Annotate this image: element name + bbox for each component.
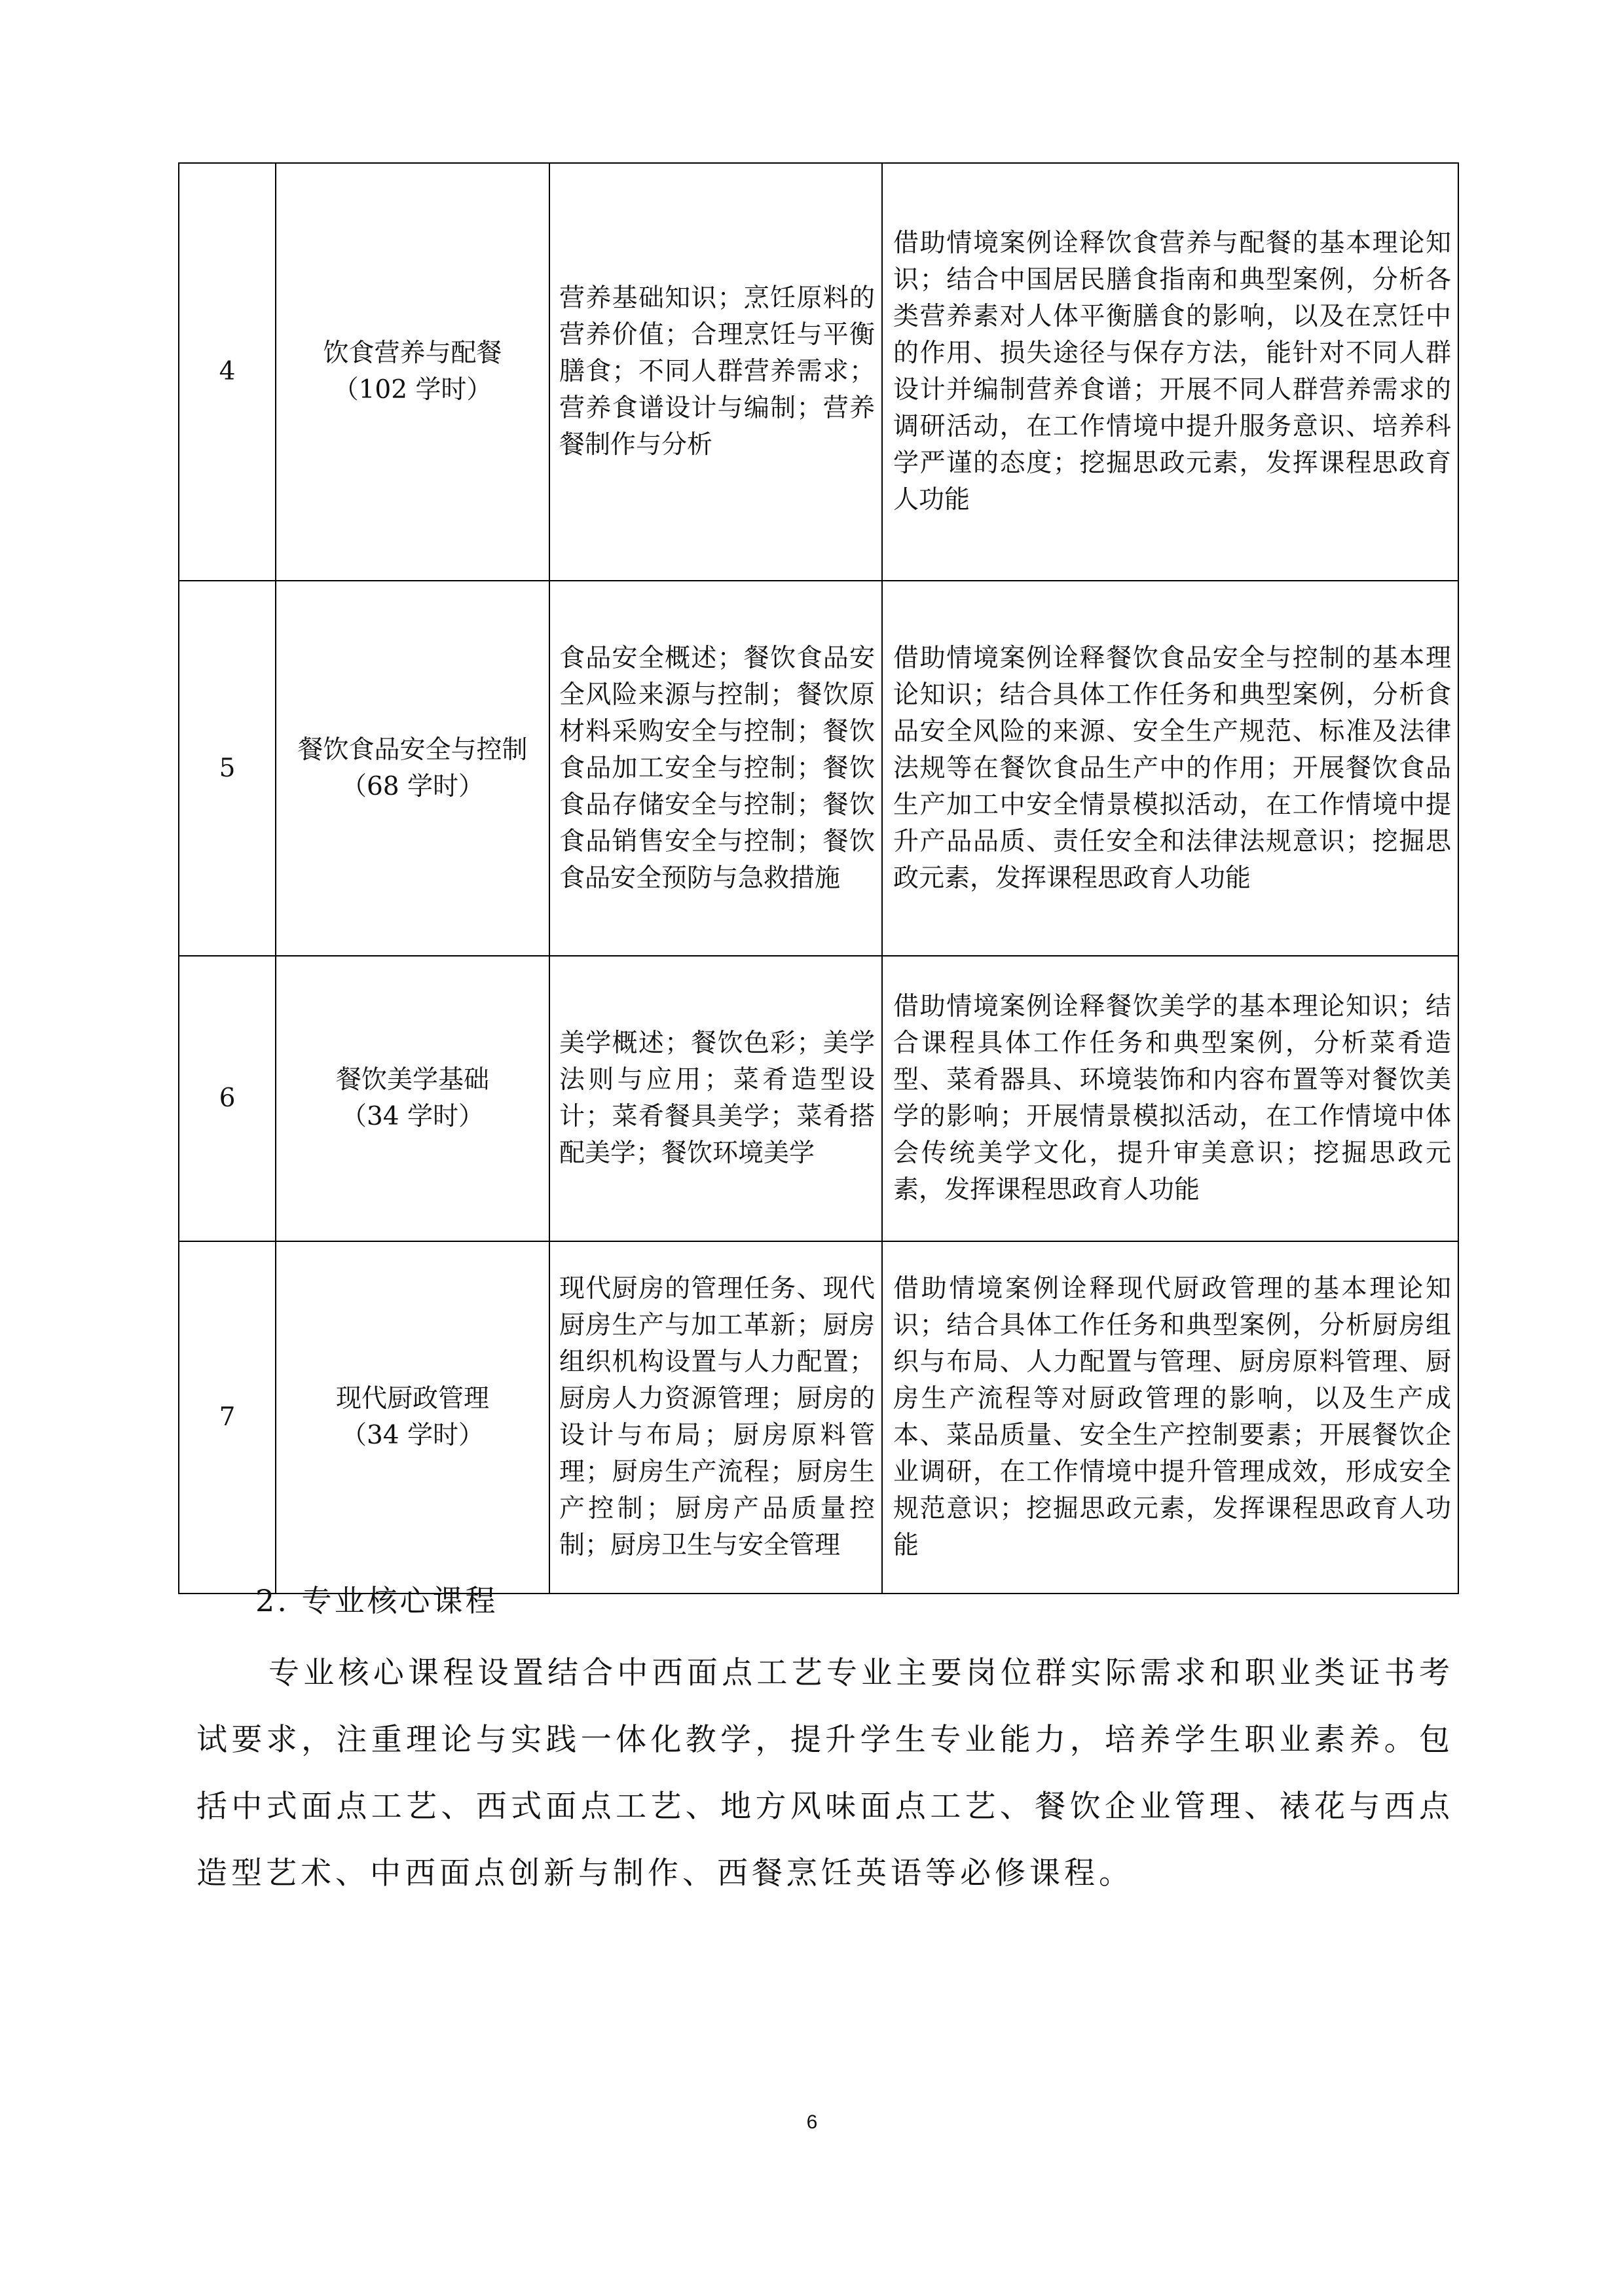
course-hours: （34 学时） <box>341 1421 485 1450</box>
course-requirements: 借助情境案例诠释现代厨政管理的基本理论知识；结合具体工作任务和典型案例，分析厨房组织与布局、人力配置与管理、厨房原料管理、厨房生产流程等对厨政管理的影响，以及生产成本、菜品质量、安全生产控制要素；开展餐饮企业调研，在工作情境中提升管理成效，形成安全规范意识；挖掘思政元素，发挥课程思政育人功能 <box>882 1241 1458 1594</box>
course-requirements: 借助情境案例诠释餐饮美学的基本理论知识；结合课程具体工作任务和典型案例，分析菜肴造型、菜肴器具、环境装饰和内容布置等对餐饮美学的影响；开展情景模拟活动，在工作情境中体会传统美学文化，提升审美意识；挖掘思政元素，发挥课程思政育人功能 <box>882 956 1458 1241</box>
section-heading: 2. 专业核心课程 <box>255 1583 498 1618</box>
course-content: 营养基础知识；烹饪原料的营养价值；合理烹饪与平衡膳食；不同人群营养需求；营养食谱设计与编制；营养餐制作与分析 <box>549 163 882 581</box>
course-hours: （102 学时） <box>333 375 492 405</box>
table-row <box>179 1241 1458 1594</box>
course-name: 餐饮美学基础 <box>335 1065 489 1095</box>
course-name-cell <box>276 581 549 956</box>
course-name-cell <box>276 1241 549 1594</box>
course-name: 现代厨政管理 <box>335 1384 489 1413</box>
row-number: 7 <box>179 1241 276 1594</box>
course-requirements: 借助情境案例诠释餐饮食品安全与控制的基本理论知识；结合具体工作任务和典型案例，分析食品安全风险的来源、安全生产规范、标准及法律法规等在餐饮食品生产中的作用；开展餐饮食品生产加工中安全情景模拟活动，在工作情境中提升产品品质、责任安全和法律法规意识；挖掘思政元素，发挥课程思政育人功能 <box>882 581 1458 956</box>
table-row <box>179 581 1458 956</box>
course-name: 饮食营养与配餐 <box>323 338 502 368</box>
course-hours: （68 学时） <box>341 771 485 801</box>
row-number: 4 <box>179 163 276 581</box>
course-name: 餐饮食品安全与控制 <box>297 735 528 765</box>
course-content: 现代厨房的管理任务、现代厨房生产与加工革新；厨房组织机构设置与人力配置；厨房人力资源管理；厨房的设计与布局；厨房原料管理；厨房生产流程；厨房生产控制；厨房产品质量控制；厨房卫生与安全管理 <box>549 1241 882 1594</box>
course-name-cell <box>276 956 549 1241</box>
section-paragraph: 专业核心课程设置结合中西面点工艺专业主要岗位群实际需求和职业类证书考试要求，注重理论与实践一体化教学，提升学生专业能力，培养学生职业素养。包括中式面点工艺、西式面点工艺、地方风味面点工艺、餐饮企业管理、裱花与西点造型艺术、中西面点创新与制作、西餐烹饪英语等必修课程。 <box>196 1655 1454 1891</box>
table-row <box>179 163 1458 581</box>
course-hours: （34 学时） <box>341 1102 485 1131</box>
row-number: 6 <box>179 956 276 1241</box>
page-number: 6 <box>806 2111 818 2133</box>
course-content: 食品安全概述；餐饮食品安全风险来源与控制；餐饮原材料采购安全与控制；餐饮食品加工安全与控制；餐饮食品存储安全与控制；餐饮食品销售安全与控制；餐饮食品安全预防与急救措施 <box>549 581 882 956</box>
course-content: 美学概述；餐饮色彩；美学法则与应用；菜肴造型设计；菜肴餐具美学；菜肴搭配美学；餐饮环境美学 <box>549 956 882 1241</box>
table-row <box>179 956 1458 1241</box>
course-table <box>178 162 1459 1594</box>
course-requirements: 借助情境案例诠释饮食营养与配餐的基本理论知识；结合中国居民膳食指南和典型案例，分析各类营养素对人体平衡膳食的影响，以及在烹饪中的作用、损失途径与保存方法，能针对不同人群设计并编制营养食谱；开展不同人群营养需求的调研活动，在工作情境中提升服务意识、培养科学严谨的态度；挖掘思政元素，发挥课程思政育人功能 <box>882 163 1458 581</box>
row-number: 5 <box>179 581 276 956</box>
course-name-cell <box>276 163 549 581</box>
